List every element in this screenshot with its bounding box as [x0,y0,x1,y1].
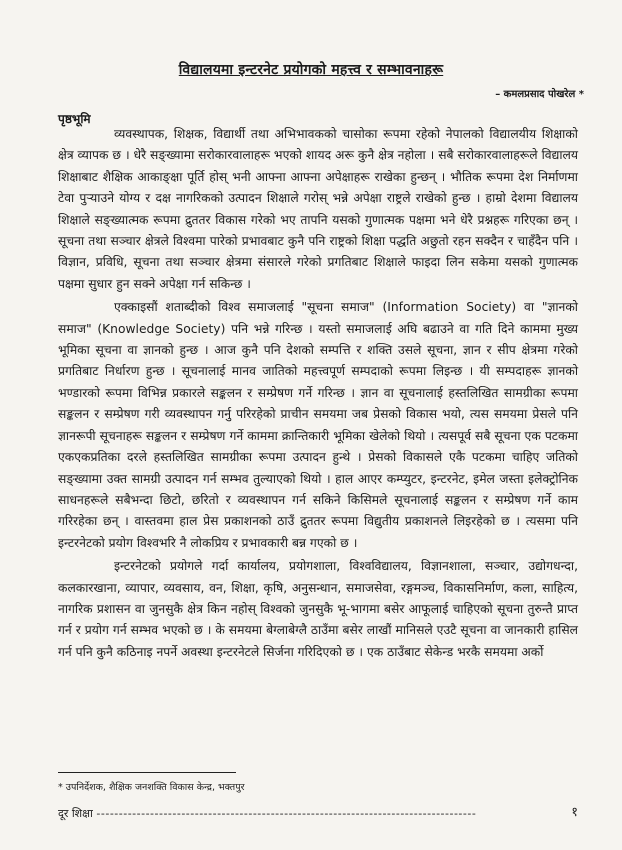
page-number: १ [571,805,578,820]
footer-dashes: ------------------------------------------------------------------------------------- [96,807,477,820]
page-footer [58,806,570,821]
article-title: विद्यालयमा इन्टरनेट प्रयोगको महत्त्व र सम्भावनाहरू [178,62,444,78]
paragraph: इन्टरनेटको प्रयोगले गर्दा कार्यालय, प्रयोगशाला, विश्वविद्यालय, विज्ञानशाला, सञ्चार, उद्योगधन्दा, कलकारखाना, व्यापार, व्यवसाय, वन, शिक्षा, कृषि, अनुसन्धान, समाजसेवा, रङ्गमञ्च, विकासनिर्माण, कला, साहित्य, नागरिक प्रशासन वा जुनसुकै क्षेत्र किन नहोस् विश्वको जुनसुकै भू-भागमा बसेर आफूलाई चाहिएको सूचना तुरुन्तै प्राप्त गर्न र प्रयोग गर्न सम्भव भएको छ । के समयमा बेग्लाबेग्लै ठाउँमा बसेर लाखौं मानिसले एउटै सूचना वा जानकारी हासिल गर्न पनि कुनै कठिनाइ नपर्ने अवस्था इन्टरनेटले सिर्जना गरिदिएको छ । एक ठाउँबाट सेकेन्ड भरकै समयमा अर्को [58,559,578,659]
footer-label: दूर शिक्षा [58,807,93,820]
paragraph: व्यवस्थापक, शिक्षक, विद्यार्थी तथा अभिभावकको चासोका रूपमा रहेको नेपालको विद्यालयीय शिक्षाको क्षेत्र व्यापक छ । धेरै सङ्ख्यामा सरोकारवालाहरू भएको शायद अरू कुनै क्षेत्र नहोला । सबै सरोकारवालाहरूले विद्यालय शिक्षाबाट शैक्षिक आकाङ्क्षा पूर्ति होस् भनी आफ्ना आफ्ना अपेक्षाहरू राखेका हुन्छन् । भौतिक रूपमा देश निर्माणमा टेवा पुऱ्याउने योग्य र दक्ष नागरिकको उत्पादन शिक्षाले गरोस् भन्ने अपेक्षा राष्ट्रले राखेको हुन्छ । हाम्रो देशमा विद्यालय शिक्षाले सङ्ख्यात्मक रूपमा द्रुततर विकास गरेको भए तापनि यसको गुणात्मक पक्षमा भने धेरै प्रश्नहरू गरिएका छन् । सूचना तथा सञ्चार क्षेत्रले विश्वमा पारेको प्रभावबाट कुनै पनि राष्ट्रको शिक्षा पद्धति अछुतो रहन सक्दैन र चाहँदैन पनि । विज्ञान, प्रविधि, सूचना तथा सञ्चार क्षेत्रमा संसारले गरेको प्रगतिबाट शिक्षाले फाइदा लिन सकेमा यसको गुणात्मक पक्षमा सुधार हुन सक्ने अपेक्षा गर्न सकिन्छ । [58,127,578,291]
footnote: * उपनिर्देशक, शैक्षिक जनशक्ति विकास केन्द्र, भक्तपुर [58,782,245,793]
footnote-divider [58,772,236,773]
article-body [58,124,578,665]
paragraph: एक्काइसौं शताब्दीको विश्व समाजलाई "सूचना समाज" (Information Society) वा "ज्ञानको समाज" (Knowledge Society) पनि भन्ने गरिन्छ । यस्तो समाजलाई अघि बढाउने वा गति दिने काममा मुख्य भूमिका सूचना वा ज्ञानको हुन्छ । आज कुनै पनि देशको सम्पत्ति र शक्ति उसले सूचना, ज्ञान र सीप क्षेत्रमा गरेको प्रगतिबाट निर्धारण हुन्छ । सूचनालाई मानव जातिको महत्त्वपूर्ण सम्पदाको रूपमा लिइन्छ । यी सम्पदाहरू ज्ञानको भण्डारको रूपमा विभिन्न प्रकारले सङ्कलन र सम्प्रेषण गर्ने गरिन्छ । ज्ञान वा सूचनालाई हस्तलिखित सामग्रीका रूपमा सङ्कलन र सम्प्रेषण गरी व्यवस्थापन गर्नु परिरहेको प्राचीन समयमा जब प्रेसको विकास भयो, त्यस समयमा प्रेसले पनि ज्ञानरूपी सूचनाहरू सङ्कलन र सम्प्रेषण गर्ने काममा क्रान्तिकारी भूमिका खेलेको थियो । त्यसपूर्व सबै सूचना एक पटकमा एकएकप्रतिका दरले हस्तलिखित सामग्रीका रूपमा उत्पादन हुन्थे । प्रेसको विकासले एकै पटकमा चाहिए जतिको सङ्ख्यामा उक्त सामग्री उत्पादन गर्न सम्भव तुल्याएको थियो । हाल आएर कम्प्युटर, इन्टरनेट, इमेल जस्ता इलेक्ट्रोनिक साधनहरूले सबैभन्दा छिटो, छरितो र व्यवस्थापन गर्न सकिने किसिमले सूचनालाई सङ्कलन र सम्प्रेषण गर्ने काम गरिरहेका छन् । वास्तवमा हाल प्रेस प्रकाशनको ठाउँ द्रुततर रूपमा विद्युतीय प्रकाशनले लिइरहेको छ । त्यसमा पनि इन्टरनेटको प्रयोग विश्वभरि नै लोकप्रिय र प्रभावकारी बन्न गएको छ । [58,300,578,550]
author-name: – कमलप्रसाद पोखरेल * [495,89,584,100]
section-heading: पृष्ठभूमि [58,112,91,126]
